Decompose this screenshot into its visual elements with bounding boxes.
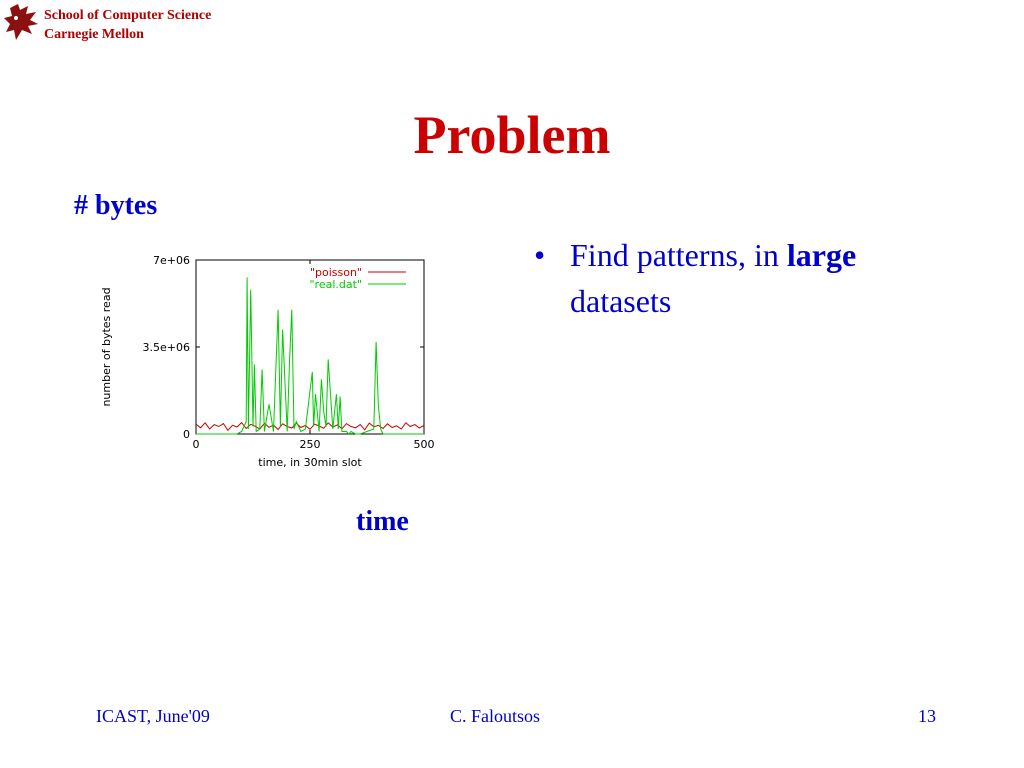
organization-name (44, 6, 211, 44)
bullet-text-before: Find patterns, in (570, 237, 787, 273)
y-tick-label: 0 (183, 428, 190, 441)
legend-label: "poisson" (309, 266, 362, 279)
footer-conference: ICAST, June'09 (96, 706, 210, 726)
bullet-list (534, 232, 974, 324)
griffin-logo-icon (2, 2, 42, 44)
org-line-university: Carnegie Mellon (44, 27, 144, 42)
series-line-real-dat (196, 277, 424, 434)
x-axis-caption: time (356, 506, 409, 537)
chart-y-axis-label: number of bytes read (100, 287, 113, 407)
bullet-item (570, 232, 974, 324)
legend-label: "real.dat" (309, 278, 362, 291)
y-tick-label: 7e+06 (153, 254, 190, 267)
footer-page-number: 13 (918, 706, 936, 726)
org-line-school: School of Computer Science (44, 8, 212, 23)
y-tick-label: 3.5e+06 (142, 341, 190, 354)
chart-x-axis-label: time, in 30min slot (258, 456, 362, 469)
bytes-over-time-chart (96, 244, 452, 476)
x-tick-label: 500 (413, 438, 435, 451)
bullet-text-after: datasets (570, 283, 672, 319)
bullet-text-bold: large (786, 237, 857, 273)
y-axis-caption: # bytes (74, 190, 158, 221)
x-tick-label: 250 (299, 438, 321, 451)
x-tick-label: 0 (192, 438, 200, 451)
bullet-marker: • (534, 237, 546, 273)
series-line-poisson (196, 423, 424, 431)
footer-author: C. Faloutsos (449, 706, 541, 726)
slide-title: Problem (413, 105, 611, 165)
